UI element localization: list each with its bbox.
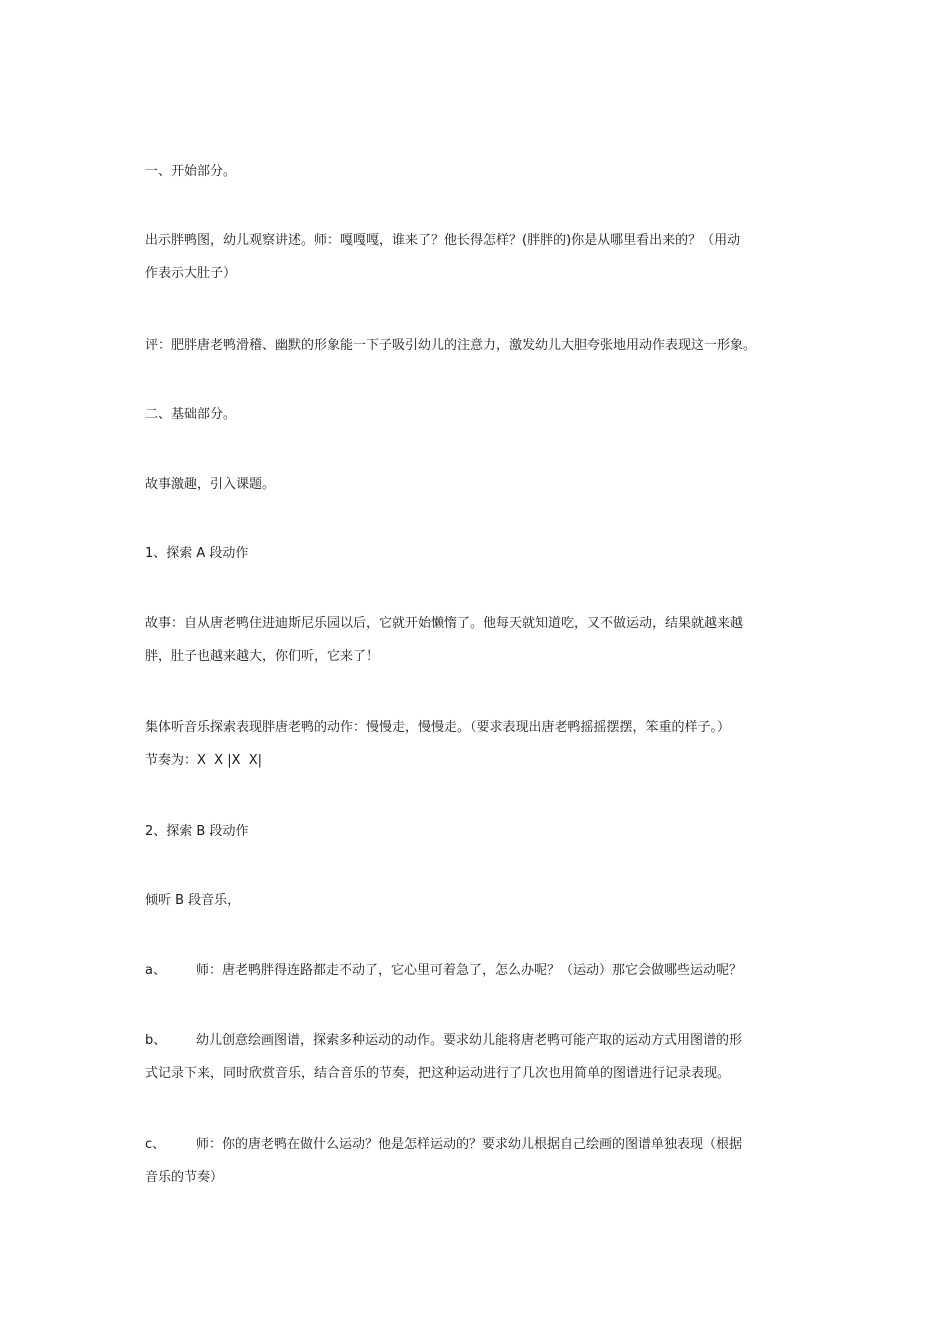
paragraph-line: 作表示大肚子） [145,266,237,281]
listen-paragraph [145,711,815,777]
section-one-comment: 评：肥胖唐老鸭滑稽、幽默的形象能一下子吸引幼儿的注意力，激发幼儿大胆夸张地用动作表现这一形象。 [145,338,757,353]
list-marker: b、 [145,1033,167,1048]
rhythm-line: 节奏为：X X |X X| [145,753,263,768]
section-one-paragraph [145,224,815,290]
paragraph-line: 出示胖鸭图，幼儿观察讲述。师：嘎嘎嘎，谁来了？他长得怎样？(胖胖的)你是从哪里看出来的？（用动 [145,233,741,248]
subsection-two-intro: 倾听 B 段音乐， [145,893,241,908]
section-two-heading: 二、基础部分。 [145,407,237,422]
list-item-text: 幼儿创意绘画图谱，探索多种运动的动作。要求幼儿能将唐老鸭可能产取的运动方式用图谱的形 [196,1033,743,1048]
list-item-text-cont: 音乐的节奏） [145,1170,224,1185]
subsection-two-heading: 2、探索 B 段动作 [145,824,249,839]
list-marker: a、 [145,963,166,978]
list-item-text: 师：唐老鸭胖得连路都走不动了，它心里可着急了，怎么办呢？（运动）那它会做哪些运动呢？ [196,963,743,978]
list-item-b [145,1024,815,1090]
list-marker: c、 [145,1137,166,1152]
paragraph-line: 胖，肚子也越来越大，你们听，它来了！ [145,649,380,664]
story-paragraph [145,607,815,673]
paragraph-line: 集体听音乐探索表现胖唐老鸭的动作：慢慢走，慢慢走。（要求表现出唐老鸭摇摇摆摆，笨重的样子。） [145,720,731,735]
section-one-heading: 一、开始部分。 [145,164,237,179]
section-two-intro: 故事激趣，引入课题。 [145,477,276,492]
list-item-c [145,1128,815,1194]
list-item-text-cont: 式记录下来，同时欣赏音乐，结合音乐的节奏，把这种运动进行了几次也用简单的图谱进行记录表现。 [145,1066,731,1081]
list-item-a [145,954,815,987]
subsection-one-heading: 1、探索 A 段动作 [145,546,249,561]
paragraph-line: 故事：自从唐老鸭住进迪斯尼乐园以后，它就开始懒惰了。他每天就知道吃，又不做运动，结果就越来越 [145,616,744,631]
list-item-text: 师：你的唐老鸭在做什么运动？他是怎样运动的？要求幼儿根据自己绘画的图谱单独表现（根据 [196,1137,743,1152]
